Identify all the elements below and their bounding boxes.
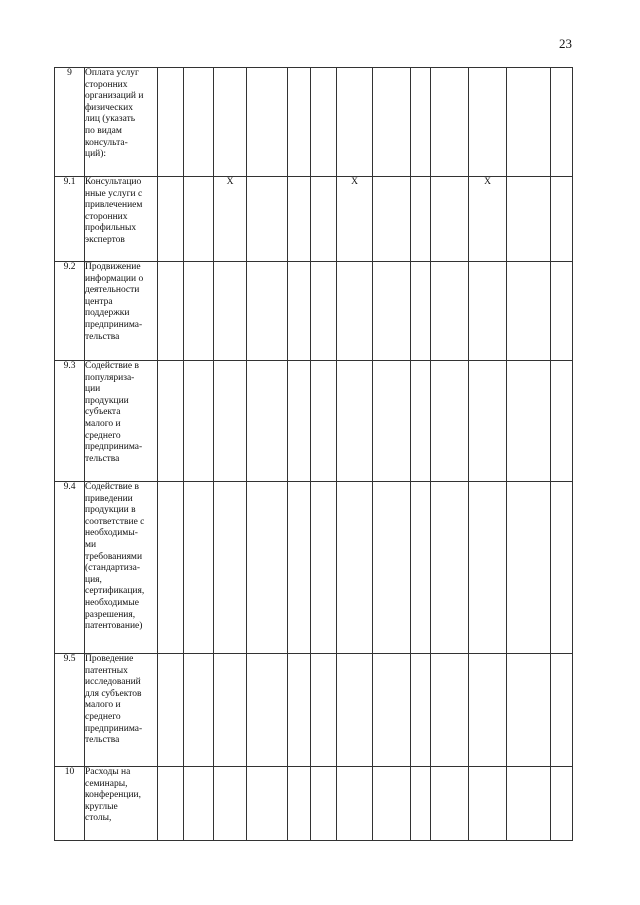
value-cell [158, 68, 184, 177]
value-cell [373, 68, 411, 177]
value-cell [507, 262, 551, 361]
value-cell [411, 767, 431, 841]
value-cell [411, 654, 431, 767]
value-cell [469, 361, 507, 482]
value-cell [551, 361, 573, 482]
row-number: 9.1 [55, 177, 85, 262]
value-cell [288, 361, 311, 482]
value-cell [551, 262, 573, 361]
row-number: 9.3 [55, 361, 85, 482]
value-cell [311, 767, 337, 841]
value-cell [411, 361, 431, 482]
value-cell: X [469, 177, 507, 262]
value-cell [431, 177, 469, 262]
value-cell [469, 482, 507, 654]
value-cell [311, 68, 337, 177]
value-cell: X [214, 177, 247, 262]
value-cell [247, 262, 288, 361]
value-cell [373, 177, 411, 262]
row-description: Консультацио нные услуги с привлечением сторонних профильных экспертов [85, 177, 158, 262]
table-row [55, 262, 573, 361]
value-cell [311, 177, 337, 262]
value-cell [507, 68, 551, 177]
value-cell [469, 68, 507, 177]
table-row [55, 361, 573, 482]
value-cell [288, 482, 311, 654]
value-cell [431, 482, 469, 654]
value-cell [158, 654, 184, 767]
value-cell [288, 654, 311, 767]
value-cell [311, 262, 337, 361]
budget-table [54, 67, 573, 841]
row-number: 9.5 [55, 654, 85, 767]
value-cell [184, 654, 214, 767]
value-cell [158, 361, 184, 482]
value-cell [214, 482, 247, 654]
table-row [55, 482, 573, 654]
value-cell [507, 177, 551, 262]
value-cell [184, 482, 214, 654]
row-description: Содействие в популяриза- ции продукции субъекта малого и среднего предпринима- тельства [85, 361, 158, 482]
value-cell [288, 262, 311, 361]
table-body [55, 68, 573, 841]
value-cell [551, 654, 573, 767]
value-cell [184, 767, 214, 841]
value-cell [431, 361, 469, 482]
row-description: Продвижение информации о деятельности центра поддержки предпринима- тельства [85, 262, 158, 361]
row-description: Оплата услуг сторонних организаций и физических лиц (указать по видам консульта- ций): [85, 68, 158, 177]
value-cell [551, 767, 573, 841]
value-cell [311, 482, 337, 654]
value-cell [551, 68, 573, 177]
value-cell [214, 654, 247, 767]
value-cell [337, 361, 373, 482]
value-cell [337, 767, 373, 841]
value-cell [469, 262, 507, 361]
row-description: Содействие в приведении продукции в соответствие с необходимы- ми требованиями (стандартиза- ция, сертификация, необходимые разрешения, патентование) [85, 482, 158, 654]
value-cell [247, 482, 288, 654]
value-cell [337, 262, 373, 361]
value-cell [411, 262, 431, 361]
value-cell: X [337, 177, 373, 262]
value-cell [247, 767, 288, 841]
value-cell [431, 767, 469, 841]
value-cell [431, 68, 469, 177]
value-cell [411, 68, 431, 177]
table-row [55, 654, 573, 767]
value-cell [507, 767, 551, 841]
row-number: 9.2 [55, 262, 85, 361]
value-cell [184, 262, 214, 361]
value-cell [247, 177, 288, 262]
value-cell [507, 654, 551, 767]
value-cell [247, 361, 288, 482]
value-cell [469, 767, 507, 841]
value-cell [158, 482, 184, 654]
value-cell [184, 68, 214, 177]
table-row [55, 177, 573, 262]
value-cell [184, 177, 214, 262]
value-cell [158, 262, 184, 361]
value-cell [158, 177, 184, 262]
value-cell [373, 767, 411, 841]
row-description: Проведение патентных исследований для субъектов малого и среднего предпринима- тельства [85, 654, 158, 767]
value-cell [158, 767, 184, 841]
value-cell [247, 654, 288, 767]
value-cell [469, 654, 507, 767]
value-cell [373, 482, 411, 654]
table-row [55, 767, 573, 841]
row-number: 10 [55, 767, 85, 841]
value-cell [431, 654, 469, 767]
value-cell [288, 767, 311, 841]
row-description: Расходы на семинары, конференции, круглые столы, [85, 767, 158, 841]
value-cell [337, 482, 373, 654]
value-cell [247, 68, 288, 177]
value-cell [551, 177, 573, 262]
row-number: 9 [55, 68, 85, 177]
value-cell [411, 482, 431, 654]
value-cell [373, 361, 411, 482]
value-cell [214, 68, 247, 177]
value-cell [311, 654, 337, 767]
value-cell [214, 262, 247, 361]
value-cell [214, 361, 247, 482]
value-cell [337, 654, 373, 767]
value-cell [411, 177, 431, 262]
value-cell [507, 482, 551, 654]
value-cell [184, 361, 214, 482]
value-cell [288, 177, 311, 262]
value-cell [431, 262, 469, 361]
table-row [55, 68, 573, 177]
value-cell [337, 68, 373, 177]
page-number: 23 [559, 36, 572, 51]
value-cell [507, 361, 551, 482]
value-cell [373, 262, 411, 361]
value-cell [311, 361, 337, 482]
row-number: 9.4 [55, 482, 85, 654]
value-cell [373, 654, 411, 767]
value-cell [551, 482, 573, 654]
value-cell [214, 767, 247, 841]
value-cell [288, 68, 311, 177]
